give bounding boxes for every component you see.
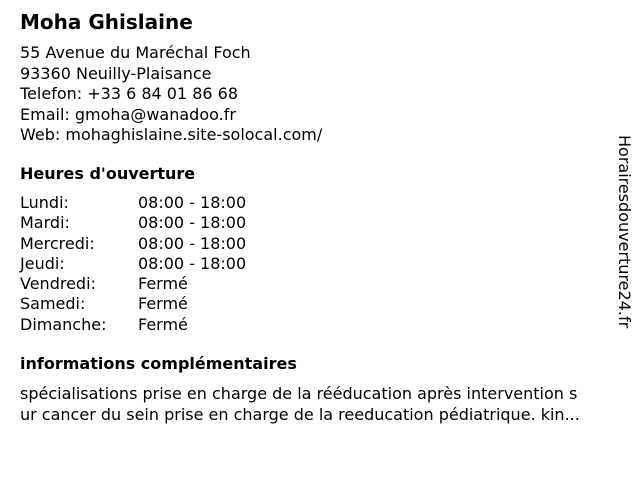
hours-value: 08:00 - 18:00 [138,213,247,233]
hours-row-saturday [20,294,278,314]
hours-row-thursday [20,254,278,274]
hours-heading: Heures d'ouverture [20,164,196,183]
hours-row-sunday [20,315,278,335]
hours-row-tuesday [20,213,278,233]
hours-row-monday [20,193,278,213]
day-label: Lundi: [20,193,69,212]
email-line: Email: gmoha@wanadoo.fr [20,104,236,124]
address-line: 55 Avenue du Maréchal Foch [20,43,251,62]
site-watermark: Horairesdouverture24.fr [615,135,634,329]
business-name: Moha Ghislaine [20,10,193,34]
day-label: Vendredi: [20,274,96,294]
hours-value: Fermé [138,294,188,314]
hours-row-friday [20,274,278,294]
contact-block [20,43,322,146]
info-description-line-1: spécialisations prise en charge de la rééducation après intervention s [20,384,578,403]
hours-value: 08:00 - 18:00 [138,253,247,273]
day-label: Samedi: [20,294,86,314]
day-label: Mardi: [20,213,70,233]
info-description [20,383,630,425]
hours-value: 08:00 - 18:00 [138,193,247,212]
info-description-line-2: ur cancer du sein prise en charge de la reeducation pédiatrique. kin... [20,405,580,424]
hours-table [20,193,278,335]
hours-value: Fermé [138,274,188,294]
phone-line: Telefon: +33 6 84 01 86 68 [20,84,239,103]
hours-row-wednesday [20,234,278,254]
city-line: 93360 Neuilly-Plaisance [20,63,212,83]
day-label: Mercredi: [20,233,95,253]
day-label: Jeudi: [20,253,65,273]
day-label: Dimanche: [20,314,107,334]
info-heading: informations complémentaires [20,354,297,373]
web-line: Web: mohaghislaine.site-solocal.com/ [20,125,323,144]
hours-value: 08:00 - 18:00 [138,233,247,253]
hours-value: Fermé [138,314,188,334]
